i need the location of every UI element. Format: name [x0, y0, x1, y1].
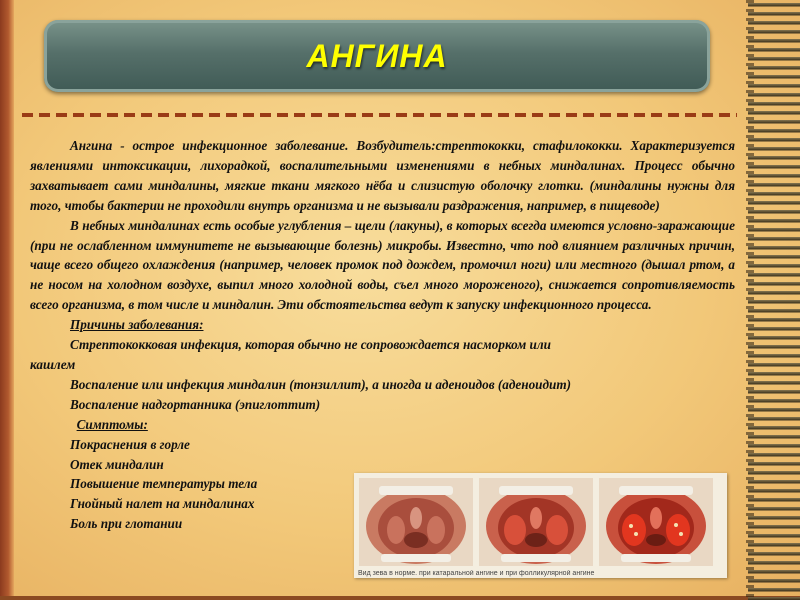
dashed-divider [22, 113, 737, 117]
symptoms-heading: Симптомы: [76, 416, 148, 432]
causes-heading: Причины заболевания: [70, 317, 204, 333]
intro-paragraph: Ангина - острое инфекционное заболевание. Возбудитель:стрептококки, стафилококки. Характеризуется явлениями интоксикации, лихорадкой, воспалительными изменениями в небных миндалинах. Процесс обычно захватывает сами миндалины, мягкие ткани мягкого нёба и слизистую оболочку глотки. (миндалины нужны для того, чтобы бактерии не проходили внутрь организма и не вызывали раздражения, например, в пищеводе) [30, 138, 735, 213]
symptom-item: Боль при глотании [70, 516, 183, 532]
cause-item-2: Воспаление или инфекция миндалин (тонзиллит), а иногда и аденоидов (аденоидит) [70, 376, 572, 392]
follicular-angina-image [599, 478, 713, 566]
symptom-item: Гнойный налет на миндалинах [70, 496, 255, 512]
lacunae-paragraph: В небных миндалинах есть особые углубления – щели (лакуны), в которых всегда имеются условно-заражающие (при не ослабленном иммунитете не вызывающие болезнь) микробы. Известно, что под влиянием различных причин, чаще всего общего охлаждения (например, человек промок под дождем, промочил ноги) или местного (дышал ртом, а не носом на холодном воздухе, выпил много холодной воды, съел много мороженого), снижается сопротивляемость всего организма, в том числе и миндалин. Эти обстоятельства ведут к запуску инфекционного процесса. [30, 217, 735, 313]
symptom-item: Отек миндалин [70, 456, 164, 472]
catarrhal-angina-image [479, 478, 593, 566]
frame-bottom-edge [0, 596, 800, 600]
title-banner [44, 20, 710, 92]
frame-left-edge [0, 0, 14, 600]
symptom-item: Повышение температуры тела [70, 476, 258, 492]
cause-item-1b: кашлем [30, 356, 76, 372]
symptoms-heading-line [30, 415, 735, 435]
symptom-item: Покраснения в горле [70, 436, 190, 452]
notebook-spiral-binding [748, 0, 800, 600]
throat-photos-strip [354, 473, 727, 578]
photo-caption: Вид зева в норме. при катаральной ангине и при фолликулярной ангине [358, 570, 595, 577]
cause-item-3: Воспаление надгортанника (эпиглоттит) [70, 396, 321, 412]
cause-item-1a: Стрептококковая инфекция, которая обычно не сопровождается насморком или [70, 337, 551, 353]
page-title: АНГИНА [306, 37, 448, 74]
normal-throat-image [359, 478, 473, 566]
